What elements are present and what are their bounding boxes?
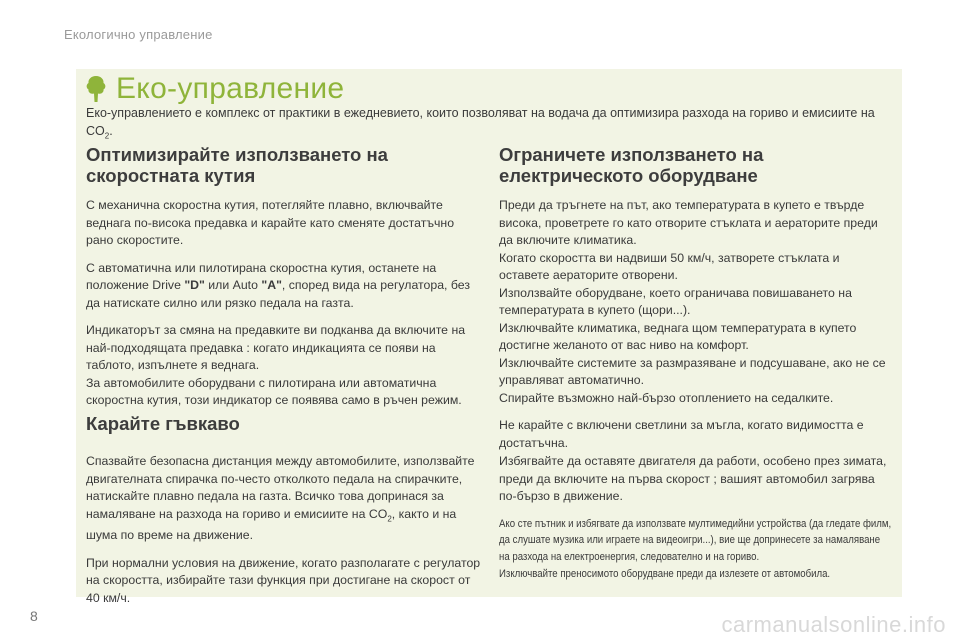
engine-idle-paragraph: Избягвайте да оставяте двигателя да работи, особено през зимата, преди да включите на първа скорост ; вашият автомобил загрява по-бързо в движение.	[499, 454, 887, 503]
tip-windows: Когато скоростта ви надвиши 50 км/ч, затворете стъклата и оставете аераторите отворени.	[499, 250, 840, 282]
drive-smoothly-heading: Карайте гъвкаво	[86, 413, 240, 434]
fog-lights-paragraph: Не карайте с включени светлини за мъгла, когато видимостта е достатъчна.	[499, 418, 864, 450]
multimedia-paragraph	[499, 516, 891, 583]
gear-indicator-auto-note: За автомобилите оборудвани с пилотирана или автоматична скоростна кутия, този индикатор се появява само в ръчен режим.	[86, 375, 462, 407]
tip-blinds: Използвайте оборудване, което ограничава повишаването на температурата в купето (щори...).	[499, 285, 852, 317]
auto-mode-label: "A"	[261, 278, 282, 292]
safe-distance-paragraph	[86, 453, 481, 545]
drive-smoothly-section	[86, 453, 481, 617]
automatic-gearbox-paragraph	[86, 260, 481, 313]
auto-text-b: или Auto	[204, 278, 262, 292]
electrical-tips-paragraph	[499, 197, 891, 407]
tip-ventilate: Преди да тръгнете на път, ако температурата в купето е твърде висока, проветрете го като отворите стъклата и аераторите преди да включите климатика.	[499, 198, 878, 247]
tip-defrost: Изключвайте системите за размразяване и подсушаване, ако не се управляват автоматично.	[499, 355, 886, 387]
tree-icon	[84, 75, 108, 103]
electrical-heading: Ограничете използването на електрическото оборудване	[499, 144, 764, 186]
intro-body: Еко-управлението е комплекс от практики в ежедневието, които позволяват на водача да оптимизира разхода на гориво и емисиите на CO	[86, 106, 875, 138]
section-header: Екологично управление	[64, 27, 213, 42]
title-row	[84, 72, 344, 106]
engine-idle-section	[499, 453, 891, 583]
gear-indicator-text: Индикаторът за смяна на предавките ви подканва да включите на най-подходящата предавка : когато индикацията се появи на таблото, изпълнете я веднага.	[86, 323, 466, 372]
cruise-control-paragraph: При нормални условия на движение, когато разполагате с регулатор на скоростта, избирайте тази функция при достигане на скорост от 40 км/ч.	[86, 555, 481, 605]
drive-mode-label: "D"	[184, 278, 205, 292]
intro-tail: .	[109, 124, 113, 138]
tip-seat-heating: Спирайте възможно най-бързо отоплението на седалките.	[499, 390, 834, 405]
tip-aircon: Изключвайте климатика, веднага щом температурата в купето достигне желаното от вас ниво на комфорт.	[499, 320, 857, 352]
page-title: Еко-управление	[116, 72, 345, 105]
gear-indicator-paragraph	[86, 322, 481, 410]
multimedia-text: Ако сте пътник и избягвате да използвате мултимедийни устройства (да гледате филм, да слушате музика или играете на видеоигри...), вие ще допринесете за намаляване на разхода на електроенергия, следователно и на гориво.	[499, 517, 892, 564]
gearbox-heading: Оптимизирайте използването на скоростната кутия	[86, 144, 388, 186]
manual-gearbox-paragraph: С механична скоростна кутия, потегляйте плавно, включвайте веднага по-висока предавка и карайте като сменяте достатъчно рано скоростите.	[86, 198, 455, 247]
electrical-section	[499, 144, 891, 462]
portable-equipment-text: Изключвайте преносимото оборудване преди да излезете от автомобила.	[499, 567, 831, 580]
safe-distance-text: Спазвайте безопасна дистанция между автомобилите, използвайте двигателната спирачка по-често отколкото педала на спирачките, натискайте плавно педала на газта. Всичко това допринася за намаляване на разхода на гориво и емисиите на CO	[86, 454, 475, 521]
safe-distance-tail: , както и на шума по време на движение.	[86, 506, 457, 543]
auto-text-a: С автоматична или пилотирана скоростна кутия, останете на положение Drive	[86, 260, 437, 292]
gearbox-section	[86, 144, 481, 410]
page-number: 8	[30, 608, 38, 624]
auto-text-c: , според вида на регулатора, без да натискате силно или рязко педала на газта.	[86, 278, 471, 310]
co2-subscript: 2	[387, 513, 392, 523]
watermark: carmanualsonline.info	[721, 612, 946, 637]
intro-text	[86, 104, 896, 146]
intro-subscript: 2	[104, 131, 110, 141]
